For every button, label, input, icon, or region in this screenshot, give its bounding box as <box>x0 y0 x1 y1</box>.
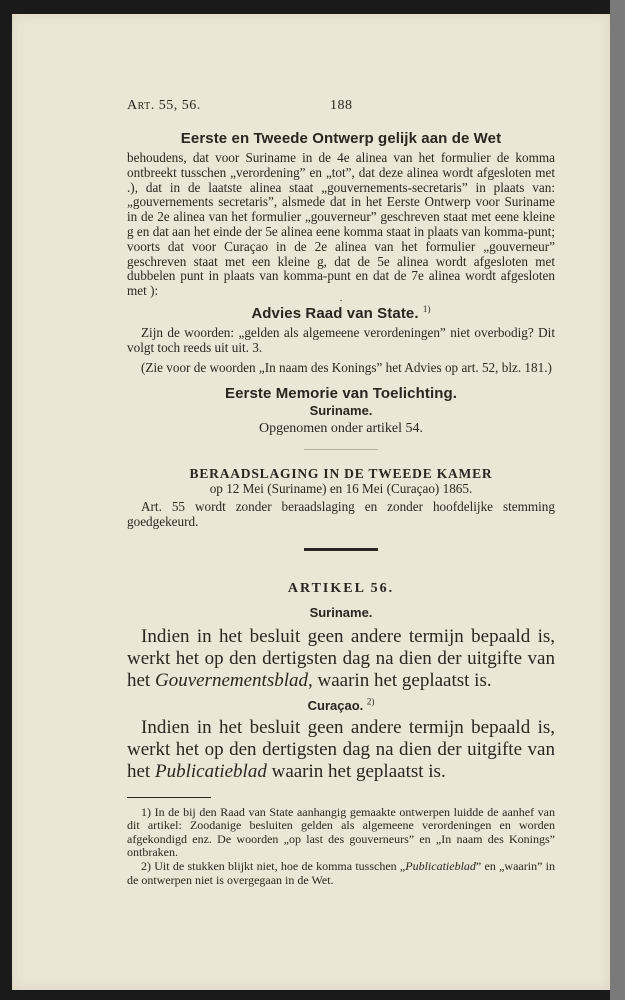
memorie-subheading: Suriname. <box>309 403 373 419</box>
curacao-article-text <box>127 717 555 783</box>
beraadslaging-heading: BERAADSLAGING IN DE TWEEDE KAMER <box>189 466 493 482</box>
section-heading-advies <box>127 305 555 322</box>
footnote-1-text: In de bij den Raad van State aanhangig gemaakte ontwerpen luidde de aanhef van dit artikel: Zoodanige besluiten gelden als algemeene verordeningen en worden afgekondigd enz. De woorden „op last des gouverneurs” en „In naam des Konings” ontbraken. <box>127 804 556 860</box>
memorie-text: Opgenomen onder artikel 54. <box>258 421 424 437</box>
running-head <box>127 98 555 116</box>
footnote-1-ref: 1) <box>141 804 151 819</box>
suriname-label: Suriname. <box>309 604 373 620</box>
footnote-2 <box>127 860 555 887</box>
curacao-heading <box>127 698 555 713</box>
beraadslaging-dates: op 12 Mei (Suriname) en 16 Mei (Curaçao) 1865. <box>209 481 473 497</box>
footnote-divider <box>127 797 211 798</box>
divider-thin <box>304 449 378 450</box>
footnote-ref-1: 1) <box>422 303 431 314</box>
curacao-italic-term: Publicatieblad <box>154 760 267 782</box>
section-heading-ontwerp: Eerste en Tweede Ontwerp gelijk aan de Wet <box>180 130 502 147</box>
advies-title: Advies Raad van State. <box>251 304 419 322</box>
curacao-text-end: waarin het geplaatst is. <box>266 760 446 782</box>
suriname-text-start: Indien in het besluit geen andere termijn bepaald is, werkt het op den dertigsten dag na dien der uitgifte van het <box>127 625 555 691</box>
footnote-2-italic-term: Publicatieblad <box>405 858 476 873</box>
page-content <box>127 98 555 887</box>
article-title: ARTIKEL 56. <box>287 580 395 596</box>
footnote-1 <box>127 806 555 860</box>
advies-paragraph: Zijn de woorden: „gelden als algemeene verordeningen” niet overbodig? Dit volgt toch reeds uit uit. 3. <box>127 324 555 355</box>
article-reference: Art. 55, 56. <box>127 98 201 113</box>
suriname-text-end: , waarin het geplaatst is. <box>308 669 492 691</box>
separator-dot: · <box>339 295 343 307</box>
beraadslaging-text: Art. 55 wordt zonder beraadslaging en zonder hoofdelijke stemming goedgekeurd. <box>127 498 555 529</box>
footnote-ref-2: 2) <box>366 696 375 707</box>
footnote-2-text-end: ” en „waarin” in de ontwerpen niet is overgegaan in de Wet. <box>127 858 555 887</box>
suriname-article-text <box>127 626 555 692</box>
curacao-label: Curaçao. <box>307 697 364 713</box>
scan-edge <box>610 0 625 1000</box>
divider-bold <box>304 548 378 551</box>
footnote-2-ref: 2) <box>141 858 151 873</box>
footnote-2-text-start: Uit de stukken blijkt niet, hoe de komma tusschen „ <box>154 858 406 873</box>
section-heading-memorie: Eerste Memorie van Toelichting. <box>224 385 458 403</box>
ontwerp-body: behoudens, dat voor Suriname in de 4e alinea van het formulier de komma ontbreekt tusschen „verordening” en „tot”, dat deze alinea wordt afgesloten met .), dat in de laatste alinea staat „gouvernements-secretaris” in plaats van: „gouvernements secretaris”, alsmede dat in het Eerste Ontwerp voor Suriname in de 2e alinea van het formulier „gouverneur” geschreven staat met eene kleine g en dat aan het einde der 5e alinea eene komma staat in plaats van komma-punt; voorts dat voor Curaçao in de 2e alinea van het formulier „gouverneur” geschreven staat met een kleine g, dat de 5e alinea wordt afgesloten met dubbelen punt in plaats van komma-punt en dat de 7e alinea wordt afgesloten met ): <box>127 150 555 299</box>
curacao-text-start: Indien in het besluit geen andere termijn bepaald is, werkt het op den dertigsten dag na dien der uitgifte van het <box>127 716 555 782</box>
advies-reference: (Zie voor de woorden „In naam des Konings” het Advies op art. 52, blz. 181.) <box>141 359 552 375</box>
suriname-italic-term: Gouvernementsblad <box>154 669 308 691</box>
page-number: 188 <box>330 98 353 113</box>
